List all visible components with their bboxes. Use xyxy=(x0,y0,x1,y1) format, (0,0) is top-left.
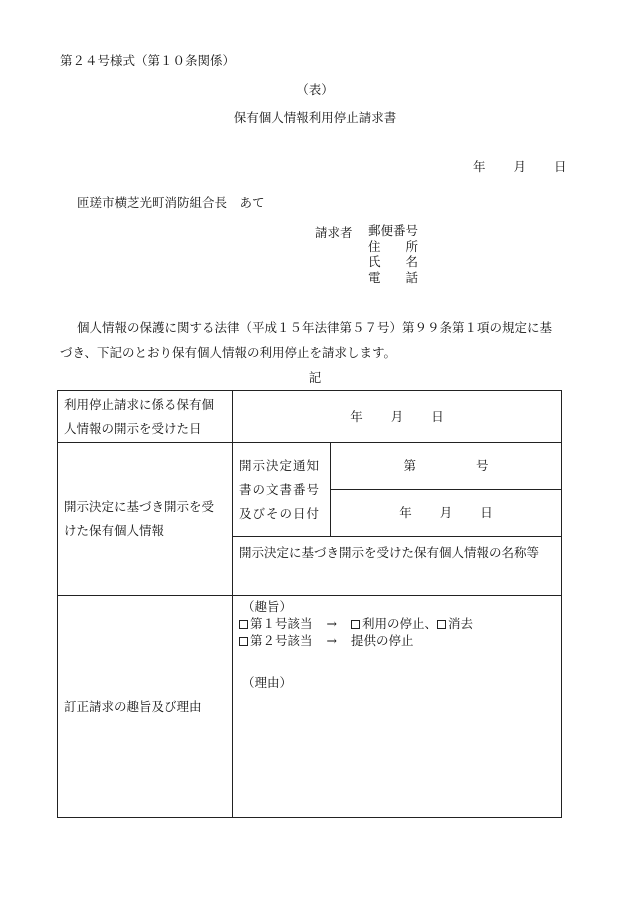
requester-field-address: 住 所 xyxy=(368,238,419,254)
document-title: 保有個人情報利用停止請求書 xyxy=(233,110,397,125)
checkbox-icon[interactable] xyxy=(351,620,360,629)
row2-label: 開示決定に基づき開示を受 けた保有個人情報 xyxy=(58,443,233,596)
request-table xyxy=(57,390,562,818)
date-year: 年 xyxy=(473,159,486,174)
ki-label: 記 xyxy=(308,370,322,385)
date-line xyxy=(473,157,567,175)
checkbox-icon[interactable] xyxy=(239,637,248,646)
row1-label: 利用停止請求に係る保有個 人情報の開示を受けた日 xyxy=(58,391,233,443)
checkbox-icon[interactable] xyxy=(239,620,248,629)
row2-doc-number[interactable]: 第 号 xyxy=(331,443,562,490)
arrow-icon: → xyxy=(326,633,337,648)
requester-label: 請求者 xyxy=(315,225,353,240)
requester-fields xyxy=(368,223,418,285)
requester-field-postal: 郵便番号 xyxy=(368,223,419,238)
table-row-doc-number xyxy=(58,443,562,490)
arrow-icon: → xyxy=(326,616,337,631)
row3-label: 訂正請求の趣旨及び理由 xyxy=(58,596,233,818)
row2-doc-date[interactable]: 年 月 日 xyxy=(331,490,562,537)
date-day: 日 xyxy=(554,159,567,174)
requester-field-phone: 電 話 xyxy=(368,269,419,285)
row2-sub-label: 開示決定通知 書の文書番号 及びその日付 xyxy=(233,443,331,537)
row2-name-cell[interactable]: 開示決定に基づき開示を受けた保有個人情報の名称等 xyxy=(233,537,562,596)
table-row-purpose-reason xyxy=(58,596,562,818)
reason-label: （理由） xyxy=(242,675,293,690)
purpose-label: （趣旨） xyxy=(242,599,293,614)
table-row-disclosure-date xyxy=(58,391,562,443)
row1-date[interactable]: 年 月 日 xyxy=(233,391,562,443)
form-number: 第２４号様式（第１０条関係） xyxy=(60,53,236,68)
side-label: （表） xyxy=(296,82,334,97)
addressee: 匝瑳市横芝光町消防組合長 あて xyxy=(77,195,265,210)
requester-field-name: 氏 名 xyxy=(368,254,419,269)
body-text-line-2: づき、下記のとおり保有個人情報の利用停止を請求します。 xyxy=(60,345,397,360)
body-text-line-1: 個人情報の保護に関する法律（平成１５年法律第５７号）第９９条第１項の規定に基 xyxy=(77,320,553,335)
date-month: 月 xyxy=(513,159,527,174)
option-2: 第２号該当 → 提供の停止 xyxy=(239,632,561,649)
option-1: 第１号該当 → 利用の停止、 消去 xyxy=(239,615,561,632)
row3-content[interactable] xyxy=(233,596,562,818)
checkbox-icon[interactable] xyxy=(437,620,446,629)
